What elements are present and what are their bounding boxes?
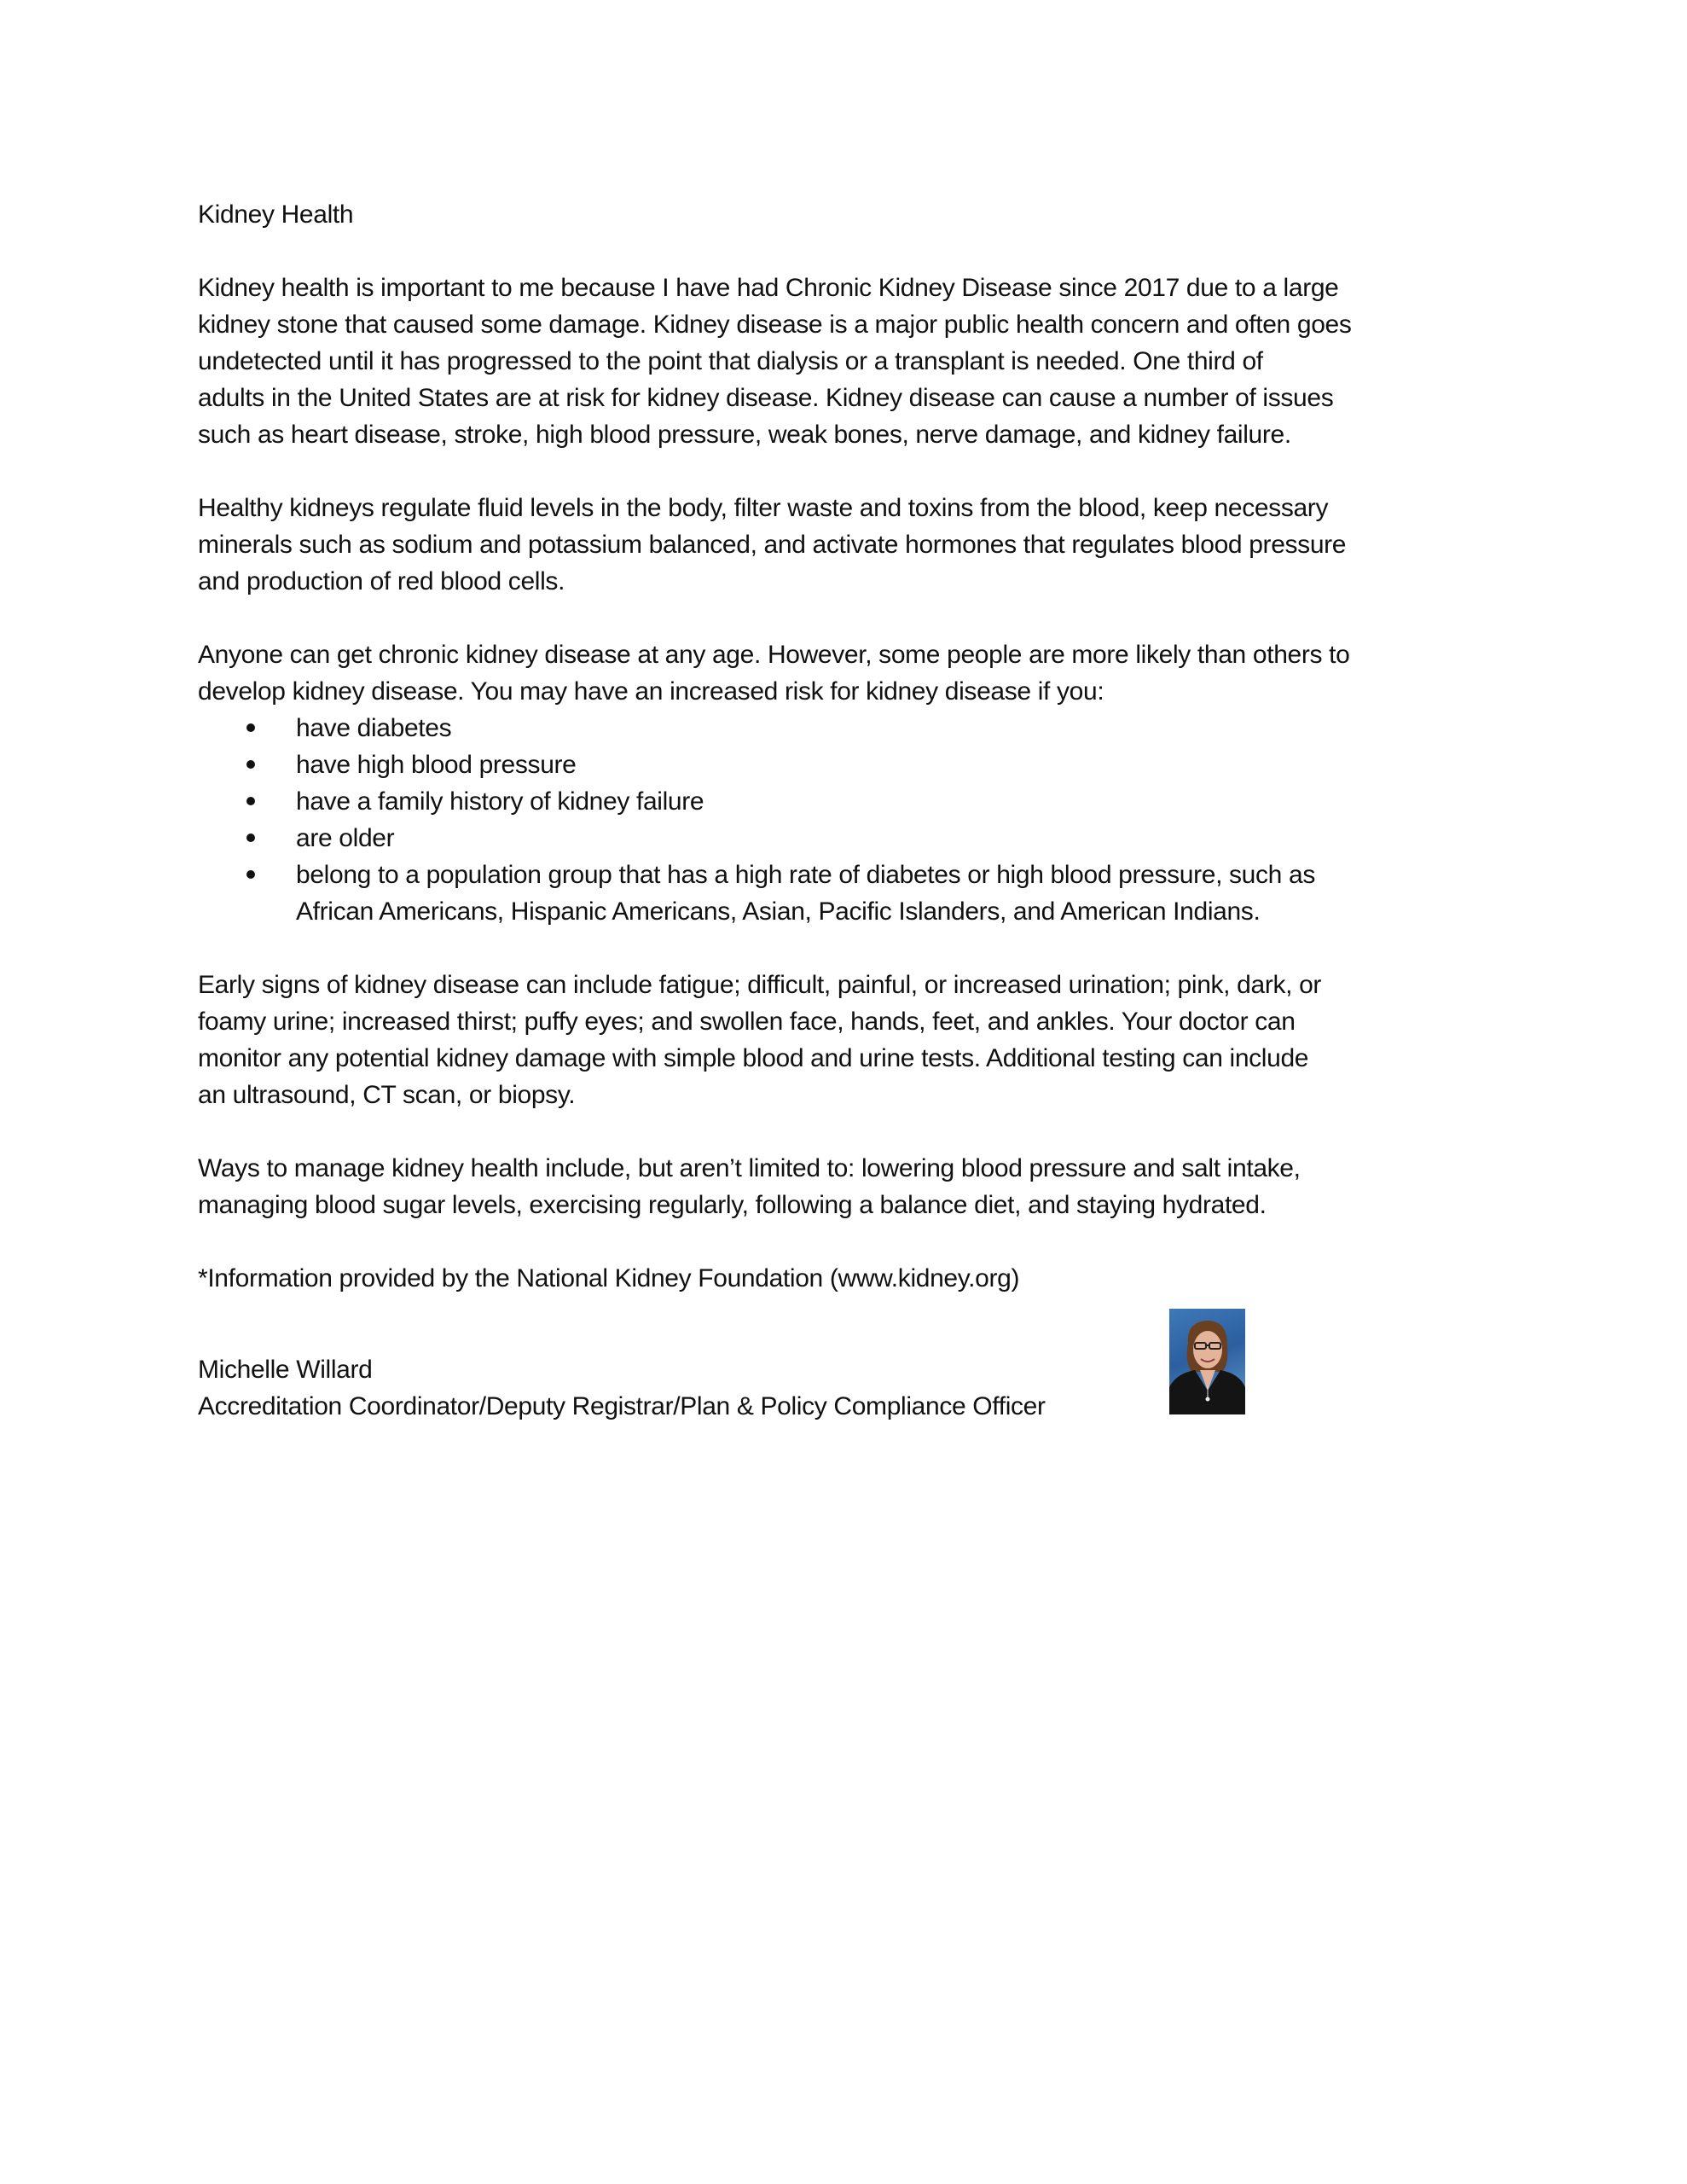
footnote: *Information provided by the National Kidney Foundation (www.kidney.org) xyxy=(198,1264,1020,1292)
paragraph-early-signs xyxy=(198,967,1494,1113)
text-line: kidney stone that caused some damage. Kidney disease is a major public health concern and often goes xyxy=(198,311,1352,339)
spacer xyxy=(198,1223,1494,1260)
paragraph-risk-intro xyxy=(198,636,1494,710)
list-item-text: belong to a population group that has a high rate of diabetes or high blood pressure, such as xyxy=(296,861,1315,889)
text-line: minerals such as sodium and potassium balanced, and activate hormones that regulates blood pressure xyxy=(198,531,1347,559)
paragraph-intro xyxy=(198,270,1494,453)
portrait-photo xyxy=(1169,1309,1245,1414)
signature-name: Michelle Willard xyxy=(198,1356,373,1384)
bullet-icon xyxy=(246,834,255,842)
text-line: and production of red blood cells. xyxy=(198,567,565,595)
list-item xyxy=(198,820,1494,857)
list-item-text: have diabetes xyxy=(296,714,452,742)
spacer xyxy=(198,453,1494,490)
text-line: Healthy kidneys regulate fluid levels in the body, filter waste and toxins from the blood, keep necessary xyxy=(198,494,1329,522)
text-line: adults in the United States are at risk for kidney disease. Kidney disease can cause a number of issues xyxy=(198,384,1334,412)
list-item-text: are older xyxy=(296,824,395,852)
spacer xyxy=(198,930,1494,967)
bullet-icon xyxy=(246,797,255,805)
document-title: Kidney Health xyxy=(198,200,354,229)
text-line: Kidney health is important to me because I have had Chronic Kidney Disease since 2017 due to a large xyxy=(198,274,1339,302)
signature-block xyxy=(198,1351,1494,1425)
list-item-text: have a family history of kidney failure xyxy=(296,787,704,816)
text-line: Ways to manage kidney health include, but aren’t limited to: lowering blood pressure and salt intake, xyxy=(198,1154,1301,1182)
person-portrait-icon xyxy=(1169,1309,1245,1414)
spacer xyxy=(198,1333,1494,1351)
list-item xyxy=(198,710,1494,746)
text-line: develop kidney disease. You may have an increased risk for kidney disease if you: xyxy=(198,677,1104,706)
document-page xyxy=(198,196,1494,1425)
text-line: such as heart disease, stroke, high blood pressure, weak bones, nerve damage, and kidney failure. xyxy=(198,421,1291,449)
text-line: Anyone can get chronic kidney disease at any age. However, some people are more likely than others to xyxy=(198,641,1350,669)
text-line: monitor any potential kidney damage with simple blood and urine tests. Additional testing can include xyxy=(198,1044,1309,1072)
list-item xyxy=(198,746,1494,783)
bullet-icon xyxy=(246,723,255,732)
text-line: an ultrasound, CT scan, or biopsy. xyxy=(198,1081,576,1109)
spacer xyxy=(198,600,1494,636)
text-line: undetected until it has progressed to the point that dialysis or a transplant is needed. One third of xyxy=(198,347,1263,375)
list-item xyxy=(198,783,1494,820)
bullet-icon xyxy=(246,870,255,879)
list-item-text: African Americans, Hispanic Americans, Asian, Pacific Islanders, and American Indians. xyxy=(296,897,1261,926)
spacer xyxy=(198,233,1494,270)
signature-position: Accreditation Coordinator/Deputy Registrar/Plan & Policy Compliance Officer xyxy=(198,1392,1046,1420)
text-line: Early signs of kidney disease can include fatigue; difficult, painful, or increased urination; pink, dark, or xyxy=(198,971,1322,999)
spacer xyxy=(198,1297,1494,1333)
list-item-text: have high blood pressure xyxy=(296,751,577,779)
risk-factor-list xyxy=(198,710,1494,930)
text-line: managing blood sugar levels, exercising regularly, following a balance diet, and staying hydrated. xyxy=(198,1191,1267,1219)
text-line: foamy urine; increased thirst; puffy eyes; and swollen face, hands, feet, and ankles. Your doctor can xyxy=(198,1008,1296,1036)
paragraph-manage xyxy=(198,1150,1494,1223)
paragraph-healthy-kidneys xyxy=(198,490,1494,600)
list-item xyxy=(198,857,1494,930)
bullet-icon xyxy=(246,760,255,769)
spacer xyxy=(198,1113,1494,1150)
